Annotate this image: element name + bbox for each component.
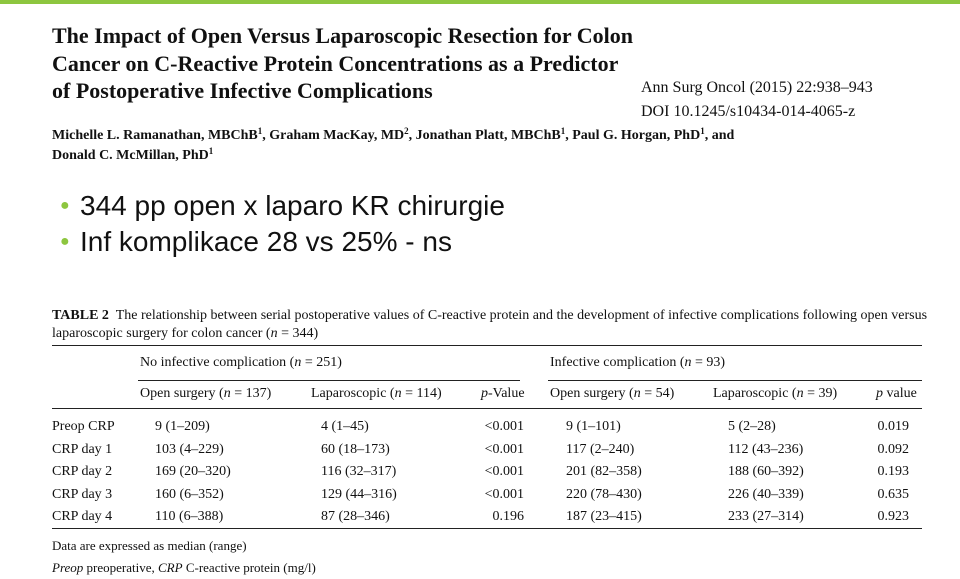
table-cell: 169 (20–320) — [155, 464, 231, 479]
citation — [641, 76, 873, 124]
header-bottom-rule — [52, 408, 922, 409]
author-separator: , — [262, 128, 270, 143]
header-text: value — [883, 386, 917, 401]
doi: DOI 10.1245/s10434-014-4065-z — [641, 103, 856, 120]
title-line: The Impact of Open Versus Laparoscopic Resection for Colon — [52, 23, 633, 48]
header-variable: p — [481, 386, 488, 401]
table-cell: 0.092 — [877, 441, 909, 457]
table-cell: 0.635 — [877, 486, 909, 502]
table-cell: 220 (78–430) — [566, 486, 642, 502]
note-part: preoperative, — [83, 560, 159, 575]
table-cell: <0.001 — [484, 441, 524, 457]
author-separator: , — [565, 128, 573, 143]
author-name: Donald C. McMillan, PhD — [52, 148, 209, 163]
note-part: C-reactive protein (mg/l) — [182, 560, 316, 575]
row-label: CRP day 1 — [52, 441, 113, 457]
header-variable: n — [633, 386, 641, 401]
column-header — [713, 385, 837, 403]
group-rule-infection — [548, 380, 922, 381]
header-text: Laparoscopic ( — [713, 386, 797, 401]
table-cell: <0.001 — [484, 486, 524, 502]
header-variable: n — [394, 386, 402, 401]
table-cell: 110 (6–388) — [155, 509, 224, 524]
caption-text: The relationship between serial postoperative values of C-reactive protein and the development of infective complications following open versus laparoscopic surgery for colon cancer ( — [52, 308, 928, 341]
author-affiliation: 2 — [404, 126, 409, 136]
table-cell: 129 (44–316) — [321, 486, 397, 502]
table-abbreviations — [52, 559, 316, 577]
note-part: CRP — [158, 560, 183, 575]
table-cell: 201 (82–358) — [566, 464, 642, 479]
group-header-infection — [550, 354, 725, 372]
header-text: = 93) — [691, 355, 726, 370]
table-cell: 0.019 — [877, 419, 909, 434]
author-name: Paul G. Horgan, PhD — [572, 128, 701, 143]
header-text: = 137) — [230, 386, 272, 401]
row-label: CRP day 4 — [52, 509, 113, 524]
header-variable: n — [223, 386, 231, 401]
table-cell: 112 (43–236) — [728, 441, 804, 457]
header-variable: n — [796, 386, 804, 401]
author-separator: , and — [704, 128, 735, 143]
group-header-no-infection — [140, 354, 342, 372]
table-top-rule — [52, 345, 922, 346]
header-text: = 114) — [401, 386, 442, 401]
group-rule-no-infection — [138, 380, 520, 381]
table-cell: 87 (28–346) — [321, 509, 390, 524]
caption-text-end: = 344) — [277, 326, 319, 341]
table-cell: 226 (40–339) — [728, 486, 804, 502]
bullet-dot-icon: ● — [60, 233, 70, 250]
bullet-item — [60, 224, 505, 260]
header-text: = 251) — [301, 355, 342, 370]
author-affiliation: 1 — [700, 126, 705, 136]
header-variable: n — [684, 355, 692, 370]
table-cell: 9 (1–101) — [566, 419, 621, 434]
table-cell: 5 (2–28) — [728, 419, 776, 434]
bullet-dot-icon: ● — [60, 197, 70, 214]
table-cell: 9 (1–209) — [155, 419, 210, 434]
table-cell: 233 (27–314) — [728, 509, 804, 524]
author-separator: , — [408, 128, 416, 143]
author-name: Graham MacKay, MD — [269, 128, 405, 143]
table-cell: 4 (1–45) — [321, 419, 369, 434]
title-line: Cancer on C-Reactive Protein Concentrations as a Predictor — [52, 50, 619, 76]
table-bottom-rule — [52, 528, 922, 529]
author-list — [52, 126, 872, 166]
author-name: Michelle L. Ramanathan, MBChB — [52, 128, 258, 143]
header-variable: p — [876, 386, 883, 401]
table-cell: 0.923 — [877, 509, 909, 524]
header-text: -Value — [488, 386, 525, 401]
table-cell: <0.001 — [484, 464, 524, 479]
author-name: Jonathan Platt, MBChB — [415, 128, 561, 143]
table-cell: <0.001 — [484, 419, 524, 434]
header-text: Infective complication ( — [550, 355, 685, 370]
table-cell: 187 (23–415) — [566, 509, 642, 524]
column-header — [876, 385, 917, 403]
row-label: Preop CRP — [52, 419, 115, 434]
bullet-item — [60, 188, 505, 224]
table-cell: 0.193 — [877, 464, 909, 479]
table-note: Data are expressed as median (range) — [52, 538, 247, 553]
table-cell: 60 (18–173) — [321, 441, 390, 457]
column-header — [140, 385, 271, 403]
header-variable: n — [294, 355, 302, 370]
table-cell: 117 (2–240) — [566, 441, 635, 457]
table-cell: 160 (6–352) — [155, 486, 224, 502]
table-label: TABLE 2 — [52, 308, 109, 323]
header-text: No infective complication ( — [140, 355, 295, 370]
column-header — [311, 385, 442, 403]
header-text: Open surgery ( — [550, 386, 634, 401]
title-line: of Postoperative Infective Complications — [52, 78, 433, 103]
column-header — [481, 385, 525, 403]
top-accent-bar — [0, 0, 960, 4]
note-part: Preop — [52, 560, 84, 575]
table-cell: 0.196 — [492, 509, 524, 524]
bullet-text: 344 pp open x laparo KR chirurgie — [80, 190, 505, 221]
table-cell: 103 (4–229) — [155, 441, 224, 457]
row-label: CRP day 2 — [52, 464, 113, 479]
caption-n: n — [270, 326, 278, 341]
author-affiliation: 1 — [257, 126, 263, 136]
row-label: CRP day 3 — [52, 486, 113, 502]
journal-reference: Ann Surg Oncol (2015) 22:938–943 — [641, 79, 873, 96]
author-affiliation: 1 — [560, 126, 566, 136]
header-text: Open surgery ( — [140, 386, 224, 401]
header-text: = 39) — [803, 386, 838, 401]
bullet-text: Inf komplikace 28 vs 25% - ns — [80, 226, 452, 257]
header-text: = 54) — [640, 386, 675, 401]
column-header — [550, 385, 674, 403]
table-cell: 116 (32–317) — [321, 464, 397, 479]
author-affiliation: 1 — [208, 146, 214, 156]
header-text: Laparoscopic ( — [311, 386, 395, 401]
slide-bullets — [60, 188, 505, 260]
table-cell: 188 (60–392) — [728, 464, 804, 479]
table-caption — [52, 307, 932, 343]
